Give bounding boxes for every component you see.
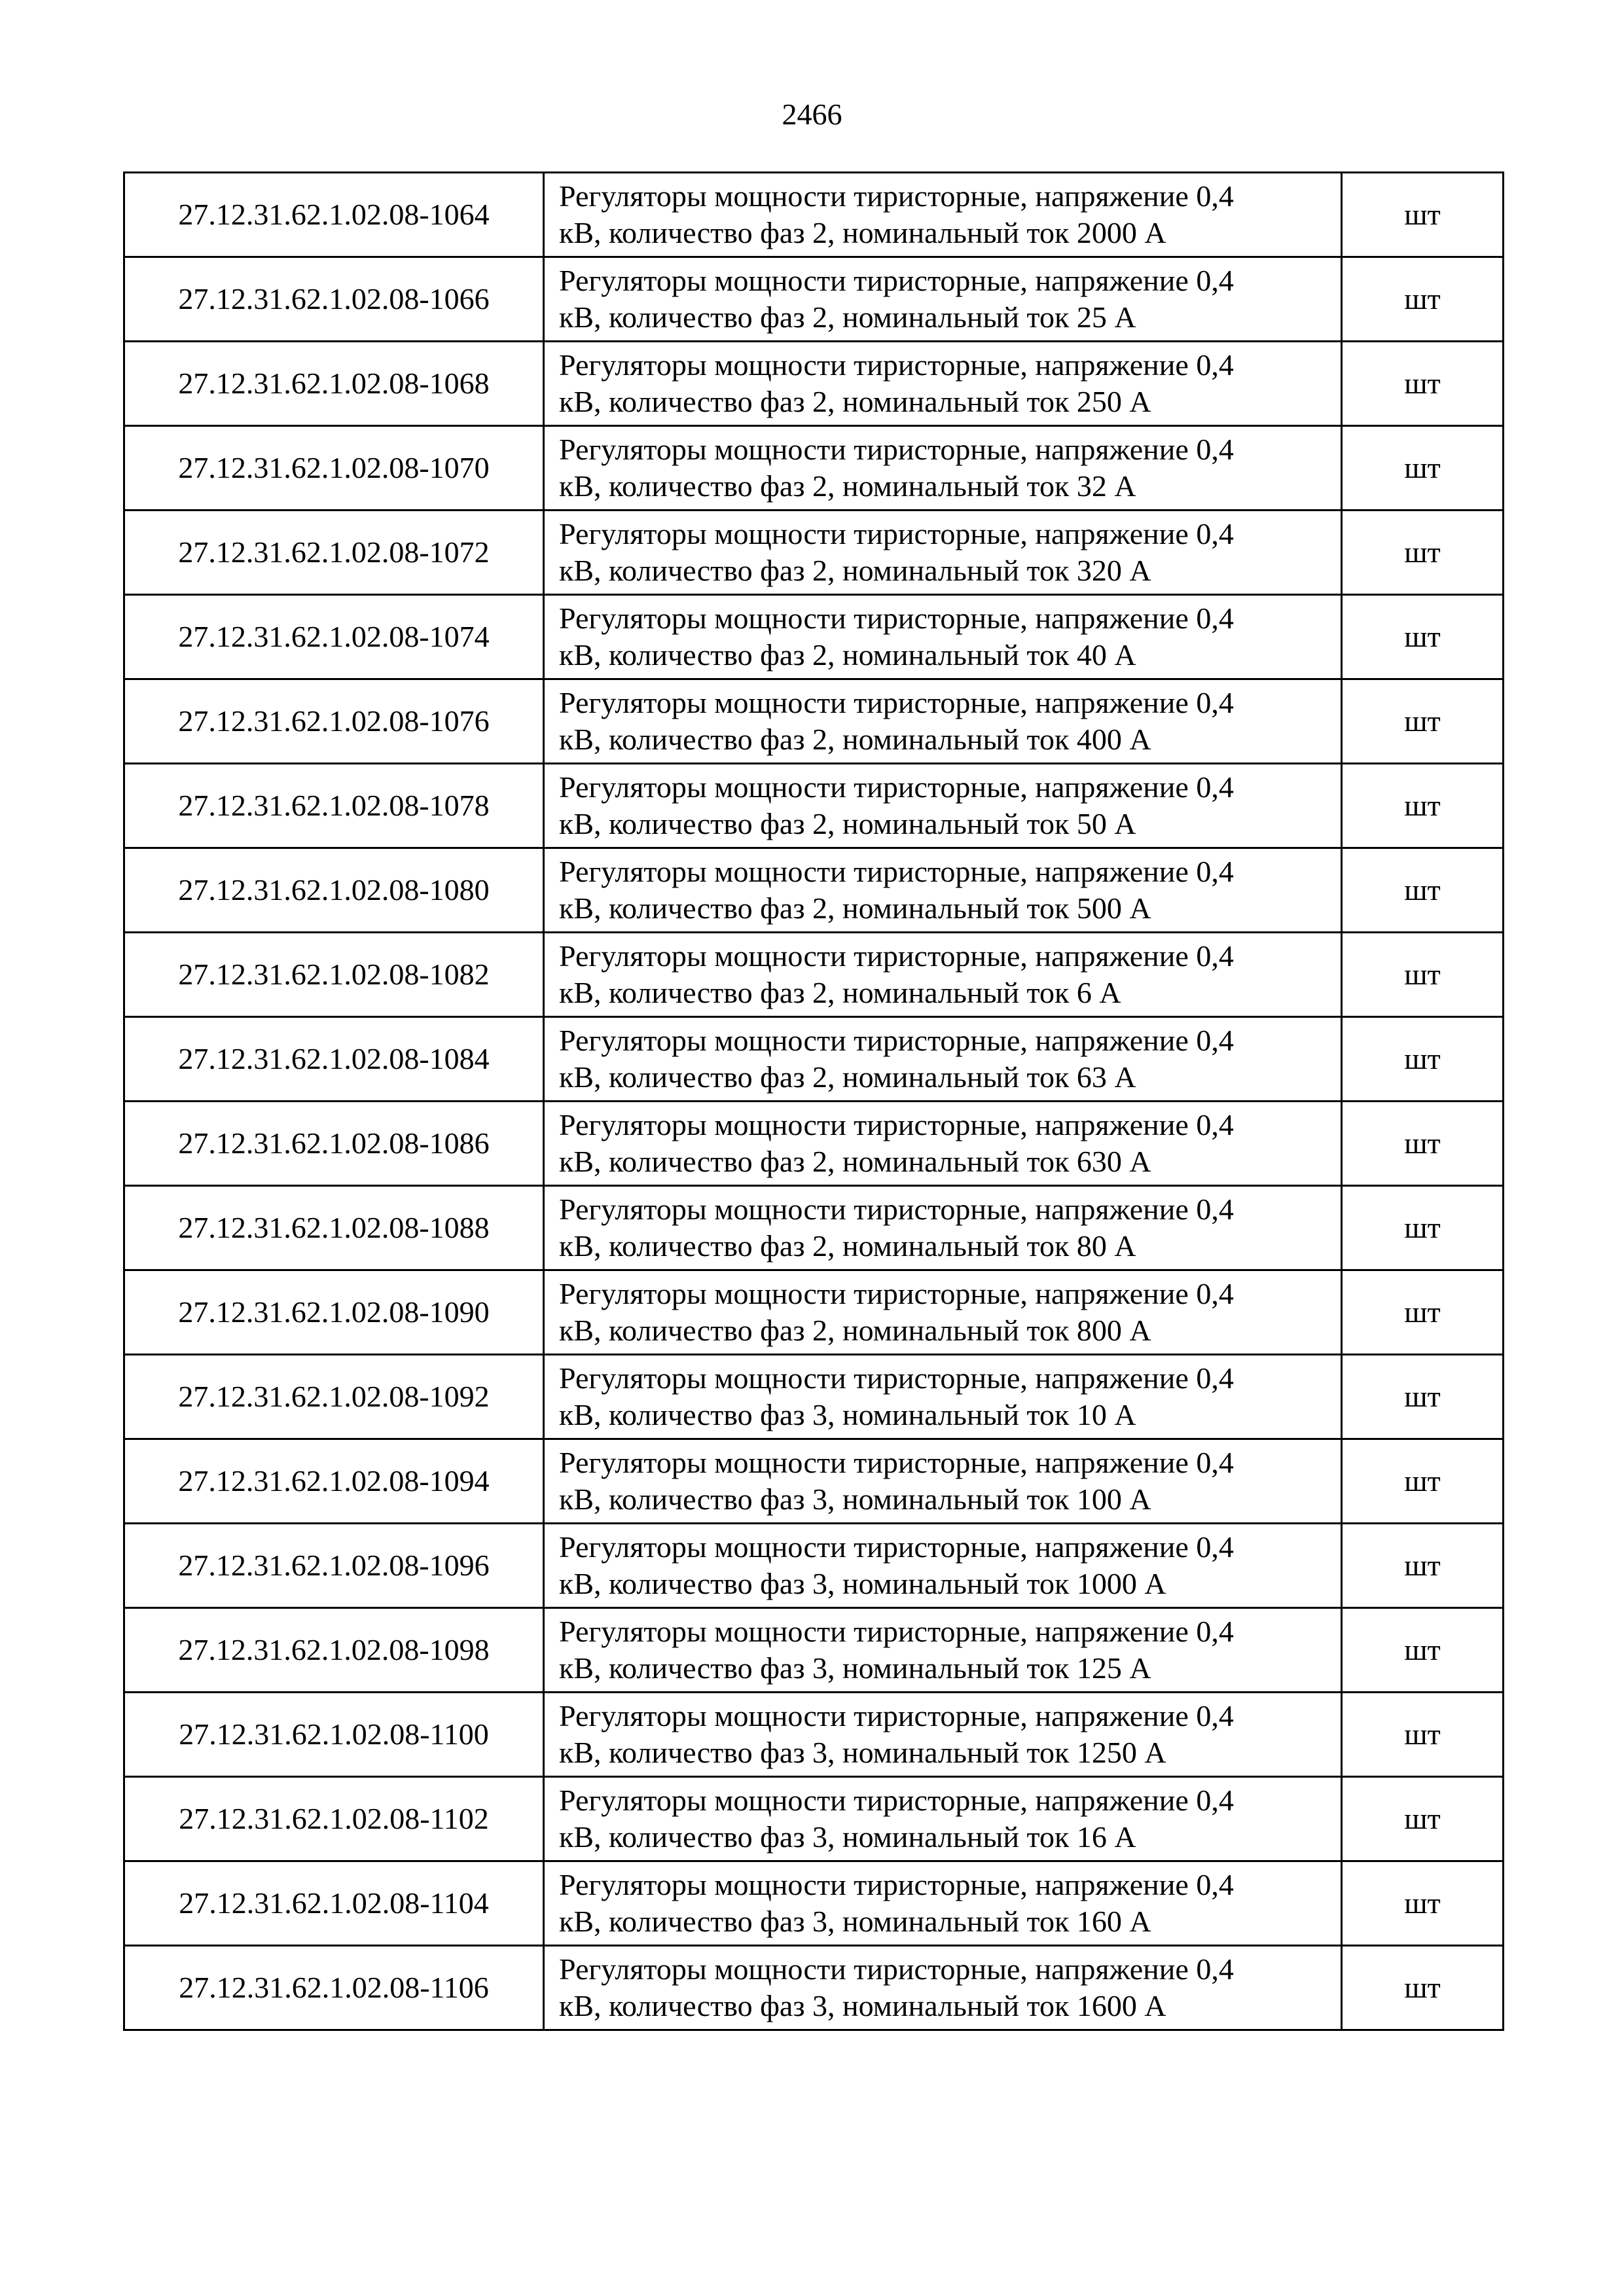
row-description <box>544 426 1342 511</box>
row-unit: шт <box>1342 764 1504 848</box>
row-description-line2: кВ, количество фаз 3, номинальный ток 160 А <box>559 1905 1151 1938</box>
row-description-line1: Регуляторы мощности тиристорные, напряжение 0,4 <box>559 1108 1234 1141</box>
row-description-line1: Регуляторы мощности тиристорные, напряжение 0,4 <box>559 1530 1234 1564</box>
row-code: 27.12.31.62.1.02.08-1084 <box>124 1017 544 1102</box>
row-description <box>544 679 1342 764</box>
row-unit: шт <box>1342 1017 1504 1102</box>
row-description-line2: кВ, количество фаз 2, номинальный ток 80 А <box>559 1229 1136 1263</box>
row-description-line2: кВ, количество фаз 2, номинальный ток 250 А <box>559 385 1151 418</box>
row-description <box>544 764 1342 848</box>
row-unit: шт <box>1342 1270 1504 1355</box>
row-description <box>544 1777 1342 1861</box>
table-row <box>124 1186 1504 1270</box>
row-code: 27.12.31.62.1.02.08-1096 <box>124 1524 544 1608</box>
catalog-table <box>123 171 1504 2031</box>
row-description-line1: Регуляторы мощности тиристорные, напряжение 0,4 <box>559 939 1234 973</box>
row-code: 27.12.31.62.1.02.08-1078 <box>124 764 544 848</box>
row-description-line2: кВ, количество фаз 2, номинальный ток 630 А <box>559 1145 1151 1178</box>
row-description-line1: Регуляторы мощности тиристорные, напряжение 0,4 <box>559 770 1234 804</box>
row-description-line1: Регуляторы мощности тиристорные, напряжение 0,4 <box>559 1193 1234 1226</box>
page-number: 2466 <box>782 98 842 131</box>
table-row <box>124 1608 1504 1693</box>
row-description <box>544 173 1342 257</box>
row-unit: шт <box>1342 511 1504 595</box>
row-description-line2: кВ, количество фаз 2, номинальный ток 400 А <box>559 723 1151 756</box>
row-description-line2: кВ, количество фаз 2, номинальный ток 25 А <box>559 300 1136 334</box>
row-unit: шт <box>1342 933 1504 1017</box>
row-description <box>544 1861 1342 1946</box>
row-description-line1: Регуляторы мощности тиристорные, напряжение 0,4 <box>559 855 1234 888</box>
row-description-line1: Регуляторы мощности тиристорные, напряжение 0,4 <box>559 1868 1234 1901</box>
table-row <box>124 1355 1504 1439</box>
row-code: 27.12.31.62.1.02.08-1088 <box>124 1186 544 1270</box>
table-row <box>124 173 1504 257</box>
row-unit: шт <box>1342 342 1504 426</box>
table-row <box>124 1861 1504 1946</box>
table-row <box>124 426 1504 511</box>
row-description <box>544 1439 1342 1524</box>
row-description-line1: Регуляторы мощности тиристорные, напряжение 0,4 <box>559 264 1234 297</box>
row-code: 27.12.31.62.1.02.08-1106 <box>124 1946 544 2030</box>
table-row <box>124 257 1504 342</box>
row-unit: шт <box>1342 426 1504 511</box>
row-description-line2: кВ, количество фаз 2, номинальный ток 6 А <box>559 976 1121 1009</box>
row-description-line1: Регуляторы мощности тиристорные, напряжение 0,4 <box>559 179 1234 213</box>
table-row <box>124 1017 1504 1102</box>
row-description <box>544 1017 1342 1102</box>
row-description-line2: кВ, количество фаз 2, номинальный ток 320 А <box>559 554 1151 587</box>
row-unit: шт <box>1342 1524 1504 1608</box>
table-row <box>124 1777 1504 1861</box>
row-description-line1: Регуляторы мощности тиристорные, напряжение 0,4 <box>559 601 1234 635</box>
row-description-line2: кВ, количество фаз 2, номинальный ток 50 А <box>559 807 1136 840</box>
row-unit: шт <box>1342 1861 1504 1946</box>
row-description <box>544 1102 1342 1186</box>
row-description <box>544 257 1342 342</box>
row-code: 27.12.31.62.1.02.08-1094 <box>124 1439 544 1524</box>
row-description-line2: кВ, количество фаз 3, номинальный ток 10 А <box>559 1398 1136 1431</box>
row-description-line1: Регуляторы мощности тиристорные, напряжение 0,4 <box>559 1024 1234 1057</box>
row-description-line1: Регуляторы мощности тиристорные, напряжение 0,4 <box>559 1361 1234 1395</box>
row-code: 27.12.31.62.1.02.08-1080 <box>124 848 544 933</box>
row-description <box>544 1608 1342 1693</box>
row-description-line1: Регуляторы мощности тиристорные, напряжение 0,4 <box>559 686 1234 719</box>
row-description-line1: Регуляторы мощности тиристорные, напряжение 0,4 <box>559 433 1234 466</box>
row-description <box>544 848 1342 933</box>
row-unit: шт <box>1342 1946 1504 2030</box>
row-code: 27.12.31.62.1.02.08-1072 <box>124 511 544 595</box>
row-code: 27.12.31.62.1.02.08-1104 <box>124 1861 544 1946</box>
table-row <box>124 1524 1504 1608</box>
row-unit: шт <box>1342 173 1504 257</box>
row-description-line2: кВ, количество фаз 3, номинальный ток 100 А <box>559 1482 1151 1516</box>
row-unit: шт <box>1342 1186 1504 1270</box>
table-row <box>124 764 1504 848</box>
row-description-line1: Регуляторы мощности тиристорные, напряжение 0,4 <box>559 1277 1234 1310</box>
table-row <box>124 511 1504 595</box>
row-code: 27.12.31.62.1.02.08-1076 <box>124 679 544 764</box>
row-code: 27.12.31.62.1.02.08-1068 <box>124 342 544 426</box>
row-description-line1: Регуляторы мощности тиристорные, напряжение 0,4 <box>559 1446 1234 1479</box>
row-unit: шт <box>1342 1608 1504 1693</box>
table-row <box>124 595 1504 679</box>
table-row <box>124 1946 1504 2030</box>
table-row <box>124 848 1504 933</box>
row-description-line2: кВ, количество фаз 2, номинальный ток 800 А <box>559 1314 1151 1347</box>
row-description-line2: кВ, количество фаз 2, номинальный ток 2000 А <box>559 216 1166 249</box>
row-unit: шт <box>1342 1693 1504 1777</box>
row-description-line1: Регуляторы мощности тиристорные, напряжение 0,4 <box>559 1615 1234 1648</box>
row-description <box>544 1186 1342 1270</box>
row-code: 27.12.31.62.1.02.08-1066 <box>124 257 544 342</box>
row-description-line2: кВ, количество фаз 3, номинальный ток 16 А <box>559 1820 1136 1854</box>
row-unit: шт <box>1342 1102 1504 1186</box>
row-description <box>544 595 1342 679</box>
row-description <box>544 1355 1342 1439</box>
row-description-line2: кВ, количество фаз 2, номинальный ток 63 А <box>559 1060 1136 1094</box>
row-unit: шт <box>1342 1439 1504 1524</box>
row-description-line2: кВ, количество фаз 3, номинальный ток 1000 А <box>559 1567 1166 1600</box>
row-code: 27.12.31.62.1.02.08-1092 <box>124 1355 544 1439</box>
row-description-line1: Регуляторы мощности тиристорные, напряжение 0,4 <box>559 1784 1234 1817</box>
row-description-line2: кВ, количество фаз 2, номинальный ток 500 А <box>559 891 1151 925</box>
row-code: 27.12.31.62.1.02.08-1064 <box>124 173 544 257</box>
row-unit: шт <box>1342 257 1504 342</box>
row-code: 27.12.31.62.1.02.08-1074 <box>124 595 544 679</box>
row-description <box>544 1270 1342 1355</box>
row-description-line2: кВ, количество фаз 3, номинальный ток 1250 А <box>559 1736 1166 1769</box>
table-row <box>124 933 1504 1017</box>
row-description <box>544 1946 1342 2030</box>
row-description <box>544 511 1342 595</box>
row-code: 27.12.31.62.1.02.08-1100 <box>124 1693 544 1777</box>
row-unit: шт <box>1342 1777 1504 1861</box>
row-description-line2: кВ, количество фаз 3, номинальный ток 125 А <box>559 1651 1151 1685</box>
row-unit: шт <box>1342 1355 1504 1439</box>
row-description <box>544 1524 1342 1608</box>
row-code: 27.12.31.62.1.02.08-1082 <box>124 933 544 1017</box>
table-row <box>124 1102 1504 1186</box>
row-description-line1: Регуляторы мощности тиристорные, напряжение 0,4 <box>559 1952 1234 1986</box>
row-unit: шт <box>1342 679 1504 764</box>
row-description <box>544 1693 1342 1777</box>
row-description-line2: кВ, количество фаз 3, номинальный ток 1600 А <box>559 1989 1166 2022</box>
row-unit: шт <box>1342 848 1504 933</box>
row-description-line2: кВ, количество фаз 2, номинальный ток 40 А <box>559 638 1136 672</box>
row-description-line1: Регуляторы мощности тиристорные, напряжение 0,4 <box>559 348 1234 382</box>
row-code: 27.12.31.62.1.02.08-1098 <box>124 1608 544 1693</box>
row-code: 27.12.31.62.1.02.08-1086 <box>124 1102 544 1186</box>
row-description-line1: Регуляторы мощности тиристорные, напряжение 0,4 <box>559 1699 1234 1732</box>
row-description <box>544 342 1342 426</box>
table-row <box>124 1439 1504 1524</box>
row-code: 27.12.31.62.1.02.08-1102 <box>124 1777 544 1861</box>
row-unit: шт <box>1342 595 1504 679</box>
table-row <box>124 1693 1504 1777</box>
catalog-table-body <box>124 173 1504 2030</box>
table-row <box>124 342 1504 426</box>
table-row <box>124 679 1504 764</box>
row-description-line2: кВ, количество фаз 2, номинальный ток 32 А <box>559 469 1136 503</box>
row-code: 27.12.31.62.1.02.08-1090 <box>124 1270 544 1355</box>
table-row <box>124 1270 1504 1355</box>
row-description <box>544 933 1342 1017</box>
row-description-line1: Регуляторы мощности тиристорные, напряжение 0,4 <box>559 517 1234 550</box>
row-code: 27.12.31.62.1.02.08-1070 <box>124 426 544 511</box>
